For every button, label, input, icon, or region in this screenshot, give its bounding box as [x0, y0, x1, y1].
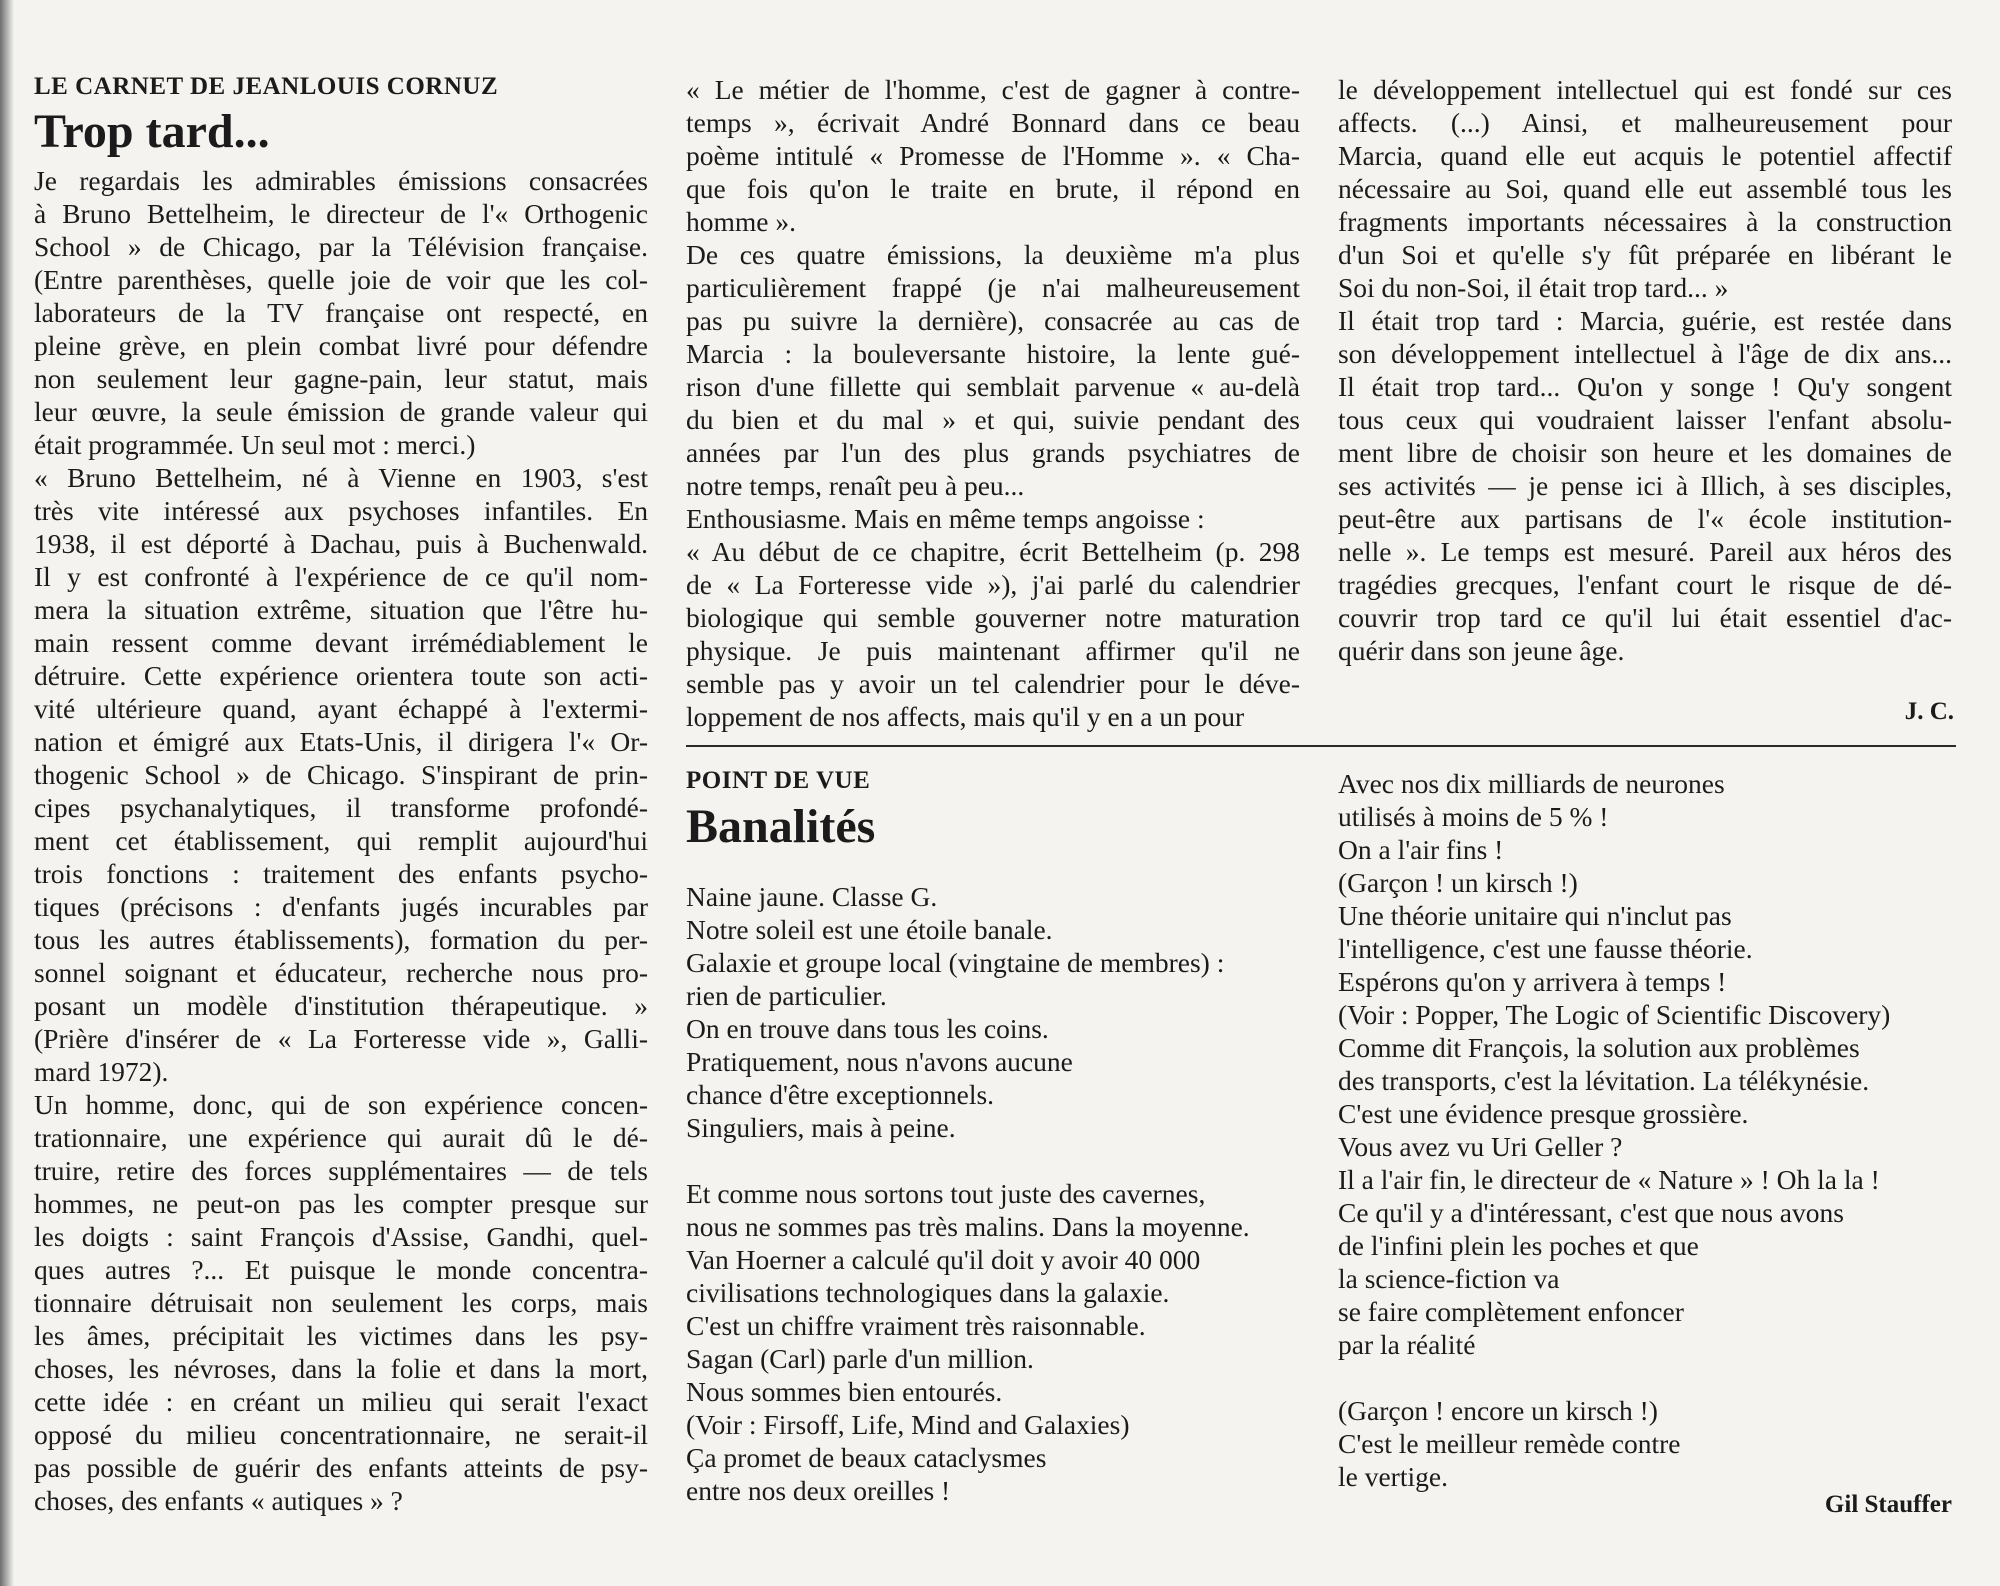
text-line: vité ultérieure quand, ayant échappé à l'extermi- — [34, 693, 648, 724]
text-line: mera la situation extrême, situation que l'être hu- — [34, 594, 648, 625]
text-line: loppement de nos affects, mais qu'il y en a un pour — [686, 701, 1245, 732]
article2-column-right — [1338, 767, 1978, 1493]
blank-line — [686, 1144, 1326, 1177]
text-line: trationnaire, une expérience qui aurait dû le dé- — [34, 1122, 648, 1153]
text-line: à Bruno Bettelheim, le directeur de l'« Orthogenic — [34, 198, 648, 229]
text-line: notre temps, renaît peu à peu... — [686, 470, 1025, 501]
text-line: pas possible de guérir des enfants atteints de psy- — [34, 1452, 648, 1483]
article1-column-3 — [1338, 73, 1952, 667]
article2-kicker: POINT DE VUE — [686, 767, 871, 794]
article2-title: Banalités — [686, 800, 876, 853]
text-line: Je regardais les admirables émissions consacrées — [34, 165, 648, 196]
text-line: C'est une évidence presque grossière. — [1338, 1098, 1749, 1129]
text-line: Van Hoerner a calculé qu'il doit y avoir 40 000 — [686, 1244, 1201, 1275]
text-line: tragédies grecques, l'enfant court le risque de dé- — [1338, 569, 1952, 600]
text-line: Galaxie et groupe local (vingtaine de membres) : — [686, 947, 1225, 978]
text-line: tous les autres établissements), formation du per- — [34, 924, 648, 955]
text-line: très vite intéressé aux psychoses infantiles. En — [34, 495, 648, 526]
text-line: les âmes, précipitait les victimes dans les psy- — [34, 1320, 648, 1351]
text-line: nelle ». Le temps est mesuré. Pareil aux héros des — [1338, 536, 1952, 567]
text-line: ment libre de choisir son heure et les domaines de — [1338, 437, 1952, 468]
text-line: C'est un chiffre vraiment très raisonnable. — [686, 1310, 1146, 1341]
text-line: Naine jaune. Classe G. — [686, 881, 938, 912]
article1-column-3-text — [1338, 73, 1952, 667]
text-line: de l'infini plein les poches et que — [1338, 1230, 1699, 1261]
text-line: thogenic School » de Chicago. S'inspirant de prin- — [34, 759, 648, 790]
text-line: main ressent comme devant irrémédiablement le — [34, 627, 648, 658]
text-line: nous ne sommes pas très malins. Dans la moyenne. — [686, 1211, 1250, 1242]
text-line: Ça promet de beaux cataclysmes — [686, 1442, 1047, 1473]
text-line: du bien et du mal » et qui, suivie pendant des — [686, 404, 1300, 435]
text-line: (Voir : Firsoff, Life, Mind and Galaxies) — [686, 1409, 1130, 1440]
article1-title: Trop tard... — [34, 105, 270, 158]
text-line: (Entre parenthèses, quelle joie de voir que les col- — [34, 264, 648, 295]
text-line: fragments importants nécessaires à la construction — [1338, 206, 1952, 237]
text-line: des transports, c'est la lévitation. La télékynésie. — [1338, 1065, 1870, 1096]
text-line: poème intitulé « Promesse de l'Homme ». « Cha- — [686, 140, 1300, 171]
text-line: Il était trop tard... Qu'on y songe ! Qu'y songent — [1338, 371, 1952, 402]
text-line: Et comme nous sortons tout juste des cavernes, — [686, 1178, 1206, 1209]
text-line: sonnel soignant et éducateur, recherche nous pro- — [34, 957, 648, 988]
text-line: School » de Chicago, par la Télévision française. — [34, 231, 648, 262]
text-line: leur œuvre, la seule émission de grande valeur qui — [34, 396, 648, 427]
text-line: temps », écrivait André Bonnard dans ce beau — [686, 107, 1300, 138]
text-line: biologique qui semble gouverner notre maturation — [686, 602, 1300, 633]
article1-column-1 — [34, 70, 648, 1517]
text-line: non seulement leur gagne-pain, leur statut, mais — [34, 363, 648, 394]
text-line: « Au début de ce chapitre, écrit Bettelheim (p. 298 — [686, 536, 1300, 567]
text-line: cette idée : en créant un milieu qui serait l'exact — [34, 1386, 648, 1417]
text-line: Comme dit François, la solution aux problèmes — [1338, 1032, 1860, 1063]
text-line: quérir dans son jeune âge. — [1338, 635, 1625, 666]
text-line: Il y est confronté à l'expérience de ce qu'il nom- — [34, 561, 648, 592]
text-line: C'est le meilleur remède contre — [1338, 1428, 1681, 1459]
text-line: couvrir trop tard ce qu'il lui était essentiel d'ac- — [1338, 602, 1952, 633]
text-line: par la réalité — [1338, 1329, 1476, 1360]
text-line: (Garçon ! un kirsch !) — [1338, 867, 1578, 898]
text-line: semble pas y avoir un tel calendrier pour le déve- — [686, 668, 1300, 699]
text-line: On en trouve dans tous les coins. — [686, 1013, 1049, 1044]
text-line: Il était trop tard : Marcia, guérie, est restée dans — [1338, 305, 1952, 336]
text-line: choses, des enfants « autiques » ? — [34, 1485, 403, 1516]
text-line: Espérons qu'on y arrivera à temps ! — [1338, 966, 1727, 997]
text-line: homme ». — [686, 206, 796, 237]
text-line: civilisations technologiques dans la galaxie. — [686, 1277, 1170, 1308]
text-line: Marcia, quand elle eut acquis le potentiel affectif — [1338, 140, 1952, 171]
text-line: mard 1972). — [34, 1056, 169, 1087]
text-line: particulièrement frappé (je n'ai malheureusement — [686, 272, 1300, 303]
text-line: l'intelligence, c'est une fausse théorie. — [1338, 933, 1753, 964]
text-line: Avec nos dix milliards de neurones — [1338, 768, 1725, 799]
text-line: hommes, ne peut-on pas les compter presque sur — [34, 1188, 648, 1219]
text-line: truire, retire des forces supplémentaires — de tels — [34, 1155, 648, 1186]
text-line: Ce qu'il y a d'intéressant, c'est que nous avons — [1338, 1197, 1844, 1228]
text-line: Il a l'air fin, le directeur de « Nature » ! Oh la la ! — [1338, 1164, 1880, 1195]
text-line: ment cet établissement, qui remplit aujourd'hui — [34, 825, 648, 856]
text-line: Notre soleil est une étoile banale. — [686, 914, 1053, 945]
text-line: d'un Soi et qu'elle s'y fût préparée en libérant le — [1338, 239, 1952, 270]
section-divider-rule — [686, 745, 1956, 747]
text-line: cipes psychanalytiques, il transforme profondé- — [34, 792, 648, 823]
text-line: ques autres ?... Et puisque le monde concentra- — [34, 1254, 648, 1285]
scan-shadow-edge — [0, 0, 14, 1586]
text-line: tionnaire détruisait non seulement les corps, mais — [34, 1287, 648, 1318]
article2-column-left — [686, 764, 1326, 1507]
text-line: était programmée. Un seul mot : merci.) — [34, 429, 476, 460]
text-line: que fois qu'on le traite en brute, il répond en — [686, 173, 1300, 204]
text-line: utilisés à moins de 5 % ! — [1338, 801, 1609, 832]
text-line: peut-être aux partisans de l'« école institution- — [1338, 503, 1952, 534]
text-line: la science-fiction va — [1338, 1263, 1560, 1294]
text-line: 1938, il est déporté à Dachau, puis à Buchenwald. — [34, 528, 648, 559]
text-line: De ces quatre émissions, la deuxième m'a plus — [686, 239, 1300, 270]
article2-column-left-text — [686, 880, 1326, 1507]
text-line: Vous avez vu Uri Geller ? — [1338, 1131, 1623, 1162]
text-line: Nous sommes bien entourés. — [686, 1376, 1003, 1407]
text-line: Singuliers, mais à peine. — [686, 1112, 956, 1143]
article2-column-right-text — [1338, 767, 1978, 1493]
text-line: nation et émigré aux Etats-Unis, il dirigera l'« Or- — [34, 726, 648, 757]
text-line: (Prière d'insérer de « La Forteresse vide », Galli- — [34, 1023, 648, 1054]
text-line: son développement intellectuel à l'âge de dix ans... — [1338, 338, 1952, 369]
text-line: tous ceux qui voudraient laisser l'enfant absolu- — [1338, 404, 1952, 435]
text-line: Sagan (Carl) parle d'un million. — [686, 1343, 1034, 1374]
article1-column-1-text — [34, 164, 648, 1517]
text-line: chance d'être exceptionnels. — [686, 1079, 995, 1110]
text-line: entre nos deux oreilles ! — [686, 1475, 951, 1506]
article1-kicker: LE CARNET DE JEANLOUIS CORNUZ — [34, 73, 499, 100]
article2-signature: Gil Stauffer — [1824, 1491, 1952, 1518]
article1-column-2 — [686, 73, 1300, 733]
text-line: Pratiquement, nous n'avons aucune — [686, 1046, 1073, 1077]
blank-line — [1338, 1361, 1978, 1394]
text-line: posant un modèle d'institution thérapeutique. » — [34, 990, 648, 1021]
text-line: rison d'une fillette qui semblait parvenue « au-delà — [686, 371, 1300, 402]
text-line: « Bruno Bettelheim, né à Vienne en 1903, s'est — [34, 462, 648, 493]
text-line: Enthousiasme. Mais en même temps angoisse : — [686, 503, 1205, 534]
text-line: opposé du milieu concentrationnaire, ne serait-il — [34, 1419, 648, 1450]
article1-column-2-text — [686, 73, 1300, 733]
text-line: tiques (précisons : d'enfants jugés incurables par — [34, 891, 648, 922]
text-line: trois fonctions : traitement des enfants psycho- — [34, 858, 648, 889]
text-line: (Voir : Popper, The Logic of Scientific Discovery) — [1338, 999, 1891, 1030]
text-line: On a l'air fins ! — [1338, 834, 1504, 865]
article1-signature: J. C. — [1904, 698, 1954, 725]
text-line: de « La Forteresse vide »), j'ai parlé du calendrier — [686, 569, 1300, 600]
text-line: ses activités — je pense ici à Illich, à ses disciples, — [1338, 470, 1952, 501]
text-line: détruire. Cette expérience orientera toute son acti- — [34, 660, 648, 691]
text-line: choses, les névroses, dans la folie et dans la mort, — [34, 1353, 648, 1384]
text-line: rien de particulier. — [686, 980, 887, 1011]
text-line: physique. Je puis maintenant affirmer qu'il ne — [686, 635, 1300, 666]
text-line: pleine grève, en plein combat livré pour défendre — [34, 330, 648, 361]
text-line: affects. (...) Ainsi, et malheureusement pour — [1338, 107, 1952, 138]
text-line: années par l'un des plus grands psychiatres de — [686, 437, 1300, 468]
text-line: se faire complètement enfoncer — [1338, 1296, 1684, 1327]
text-line: le développement intellectuel qui est fondé sur ces — [1338, 74, 1952, 105]
text-line: Une théorie unitaire qui n'inclut pas — [1338, 900, 1732, 931]
text-line: Un homme, donc, qui de son expérience concen- — [34, 1089, 648, 1120]
text-line: « Le métier de l'homme, c'est de gagner à contre- — [686, 74, 1300, 105]
text-line: Marcia : la bouleversante histoire, la lente gué- — [686, 338, 1300, 369]
text-line: le vertige. — [1338, 1461, 1448, 1492]
text-line: pas pu suivre la dernière), consacrée au cas de — [686, 305, 1300, 336]
text-line: laborateurs de la TV française ont respecté, en — [34, 297, 648, 328]
text-line: nécessaire au Soi, quand elle eut assemblé tous les — [1338, 173, 1952, 204]
text-line: les doigts : saint François d'Assise, Gandhi, quel- — [34, 1221, 648, 1252]
text-line: (Garçon ! encore un kirsch !) — [1338, 1395, 1658, 1426]
text-line: Soi du non-Soi, il était trop tard... » — [1338, 272, 1729, 303]
